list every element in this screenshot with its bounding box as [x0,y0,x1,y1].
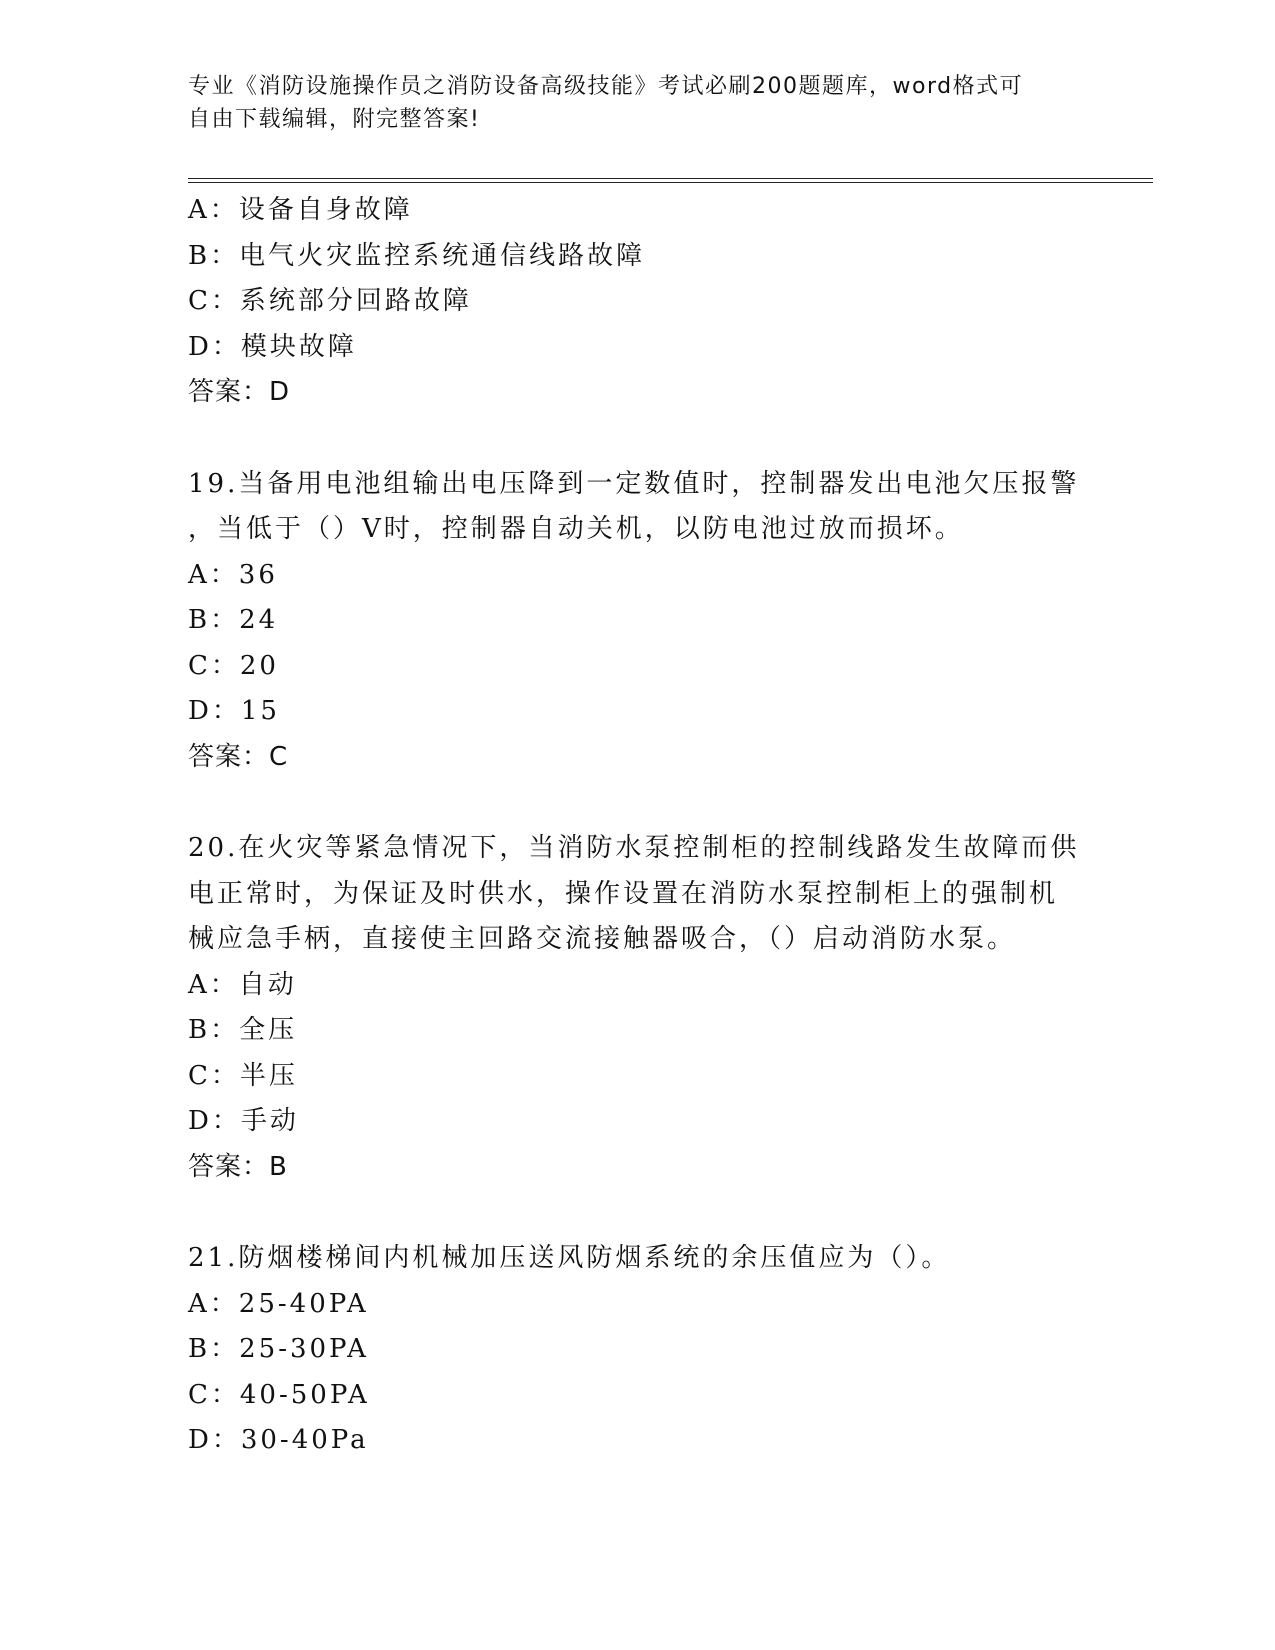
question-stem-line: ，当低于（）V时，控制器自动关机，以防电池过放而损坏。 [188,514,964,544]
option-a: A：36 [188,559,278,590]
option-a: A：自动 [188,969,297,1000]
option-d: D：15 [188,696,280,726]
option-b: B：25-30PA [188,1334,369,1364]
header-divider-top [188,178,1153,179]
question-spacer [188,416,1088,462]
option-c: C：系统部分回路故障 [188,286,472,316]
document-header [188,70,1068,136]
header-divider-bottom [188,182,1153,183]
answer-label: 答案：C [188,741,289,772]
option-c: C：20 [188,650,279,681]
question-18-block [188,188,1088,416]
option-a: A：设备自身故障 [188,195,413,225]
option-c: C：半压 [188,1060,298,1091]
answer-label: 答案：D [188,377,291,407]
option-b: B：全压 [188,1015,298,1045]
question-spacer [188,780,1088,826]
option-b: B：电气火灾监控系统通信线路故障 [188,240,646,271]
question-21-block [188,1236,1088,1464]
option-a: A：25-40PA [188,1288,369,1319]
option-c: C：40-50PA [188,1379,370,1410]
header-line-1: 专业《消防设施操作员之消防设备高级技能》考试必刷200题题库，word格式可 [188,74,1024,99]
header-line-2: 自由下载编辑，附完整答案! [188,107,481,132]
option-d: D：手动 [188,1106,299,1136]
question-stem-line: 电正常时，为保证及时供水，操作设置在消防水泵控制柜上的强制机 [188,878,1059,909]
question-stem-line: 20.在火灾等紧急情况下，当消防水泵控制柜的控制线路发生故障而供 [188,833,1080,863]
option-b: B：24 [188,605,279,635]
question-list [188,188,1088,1464]
question-stem-line: 21.防烟楼梯间内机械加压送风防烟系统的余压值应为（）。 [188,1243,951,1273]
question-stem-line: 19.当备用电池组输出电压降到一定数值时，控制器发出电池欠压报警 [188,468,1080,499]
answer-label: 答案：B [188,1151,288,1182]
question-spacer [188,1190,1088,1236]
option-d: D：30-40Pa [188,1425,369,1455]
question-19-block [188,462,1088,781]
option-d: D：模块故障 [188,331,357,362]
question-stem-line: 械应急手柄，直接使主回路交流接触器吸合，（）启动消防水泵。 [188,924,1017,954]
question-20-block [188,826,1088,1190]
